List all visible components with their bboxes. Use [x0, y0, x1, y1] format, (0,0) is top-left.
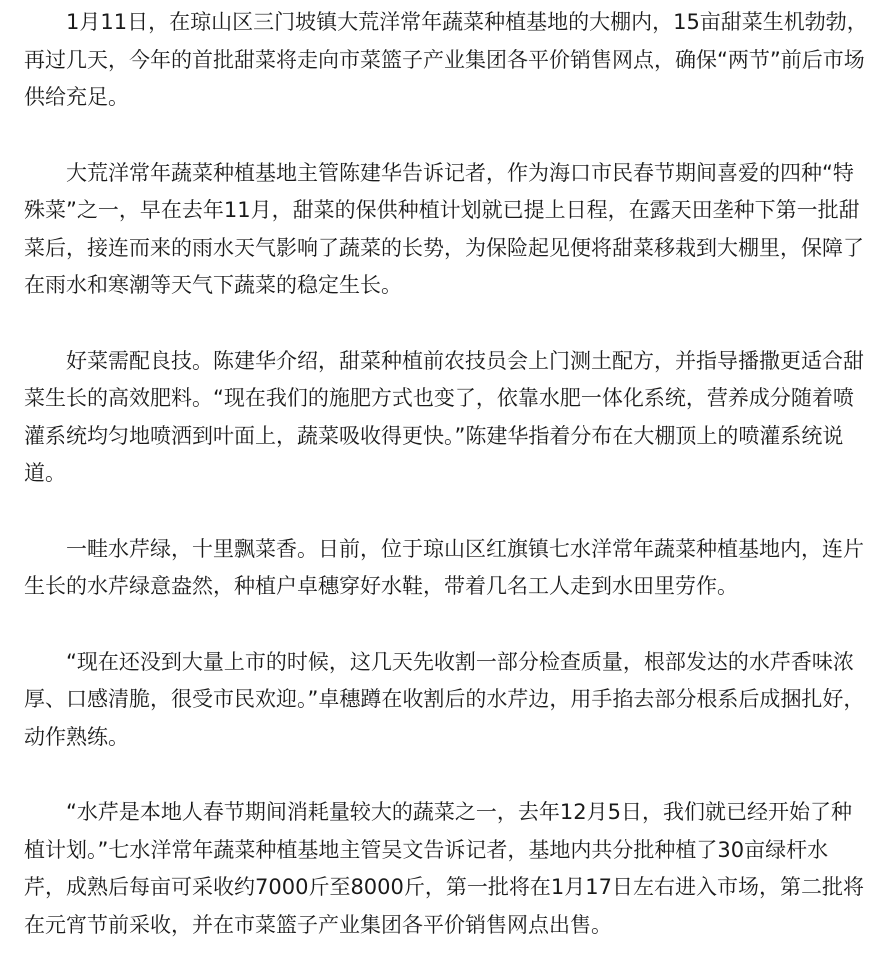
paragraph-4: 一畦水芹绿，十里飘菜香。日前，位于琼山区红旗镇七水洋常年蔬菜种植基地内，连片生长的水芹绿意盎然，种植户卓穗穿好水鞋，带着几名工人走到水田里劳作。: [24, 536, 864, 598]
paragraph-6: “水芹是本地人春节期间消耗量较大的蔬菜之一，去年12月5日，我们就已经开始了种植计划。”七水洋常年蔬菜种植基地主管吴文告诉记者，基地内共分批种植了30亩绿杆水芹，成熟后每亩可采收约7000斤至8000斤，第一批将在1月17日左右进入市场，第二批将在元宵节前采收，并在市菜篮子产业集团各平价销售网点出售。: [24, 800, 864, 937]
paragraph-5: “现在还没到大量上市的时候，这几天先收割一部分检查质量，根部发达的水芹香味浓厚、口感清脆，很受市民欢迎。”卓穗蹲在收割后的水芹边，用手掐去部分根系后成捆扎好，动作熟练。: [24, 649, 865, 749]
paragraph-1: 1月11日，在琼山区三门坡镇大荒洋常年蔬菜种植基地的大棚内，15亩甜菜生机勃勃，再过几天，今年的首批甜菜将走向市菜篮子产业集团各平价销售网点，确保“两节”前后市场供给充足。: [24, 10, 868, 109]
paragraph-3: 好菜需配良技。陈建华介绍，甜菜种植前农技员会上门测土配方，并指导播撒更适合甜菜生长的高效肥料。“现在我们的施肥方式也变了，依靠水肥一体化系统，营养成分随着喷灌系统均匀地喷洒到叶面上，蔬菜吸收得更快。”陈建华指着分布在大棚顶上的喷灌系统说道。: [24, 348, 864, 485]
paragraph-2: 大荒洋常年蔬菜种植基地主管陈建华告诉记者，作为海口市民春节期间喜爱的四种“特殊菜”之一，早在去年11月，甜菜的保供种植计划就已提上日程，在露天田垄种下第一批甜菜后，接连而来的雨水天气影响了蔬菜的长势，为保险起见便将甜菜移栽到大棚里，保障了在雨水和寒潮等天气下蔬菜的稳定生长。: [24, 160, 864, 297]
